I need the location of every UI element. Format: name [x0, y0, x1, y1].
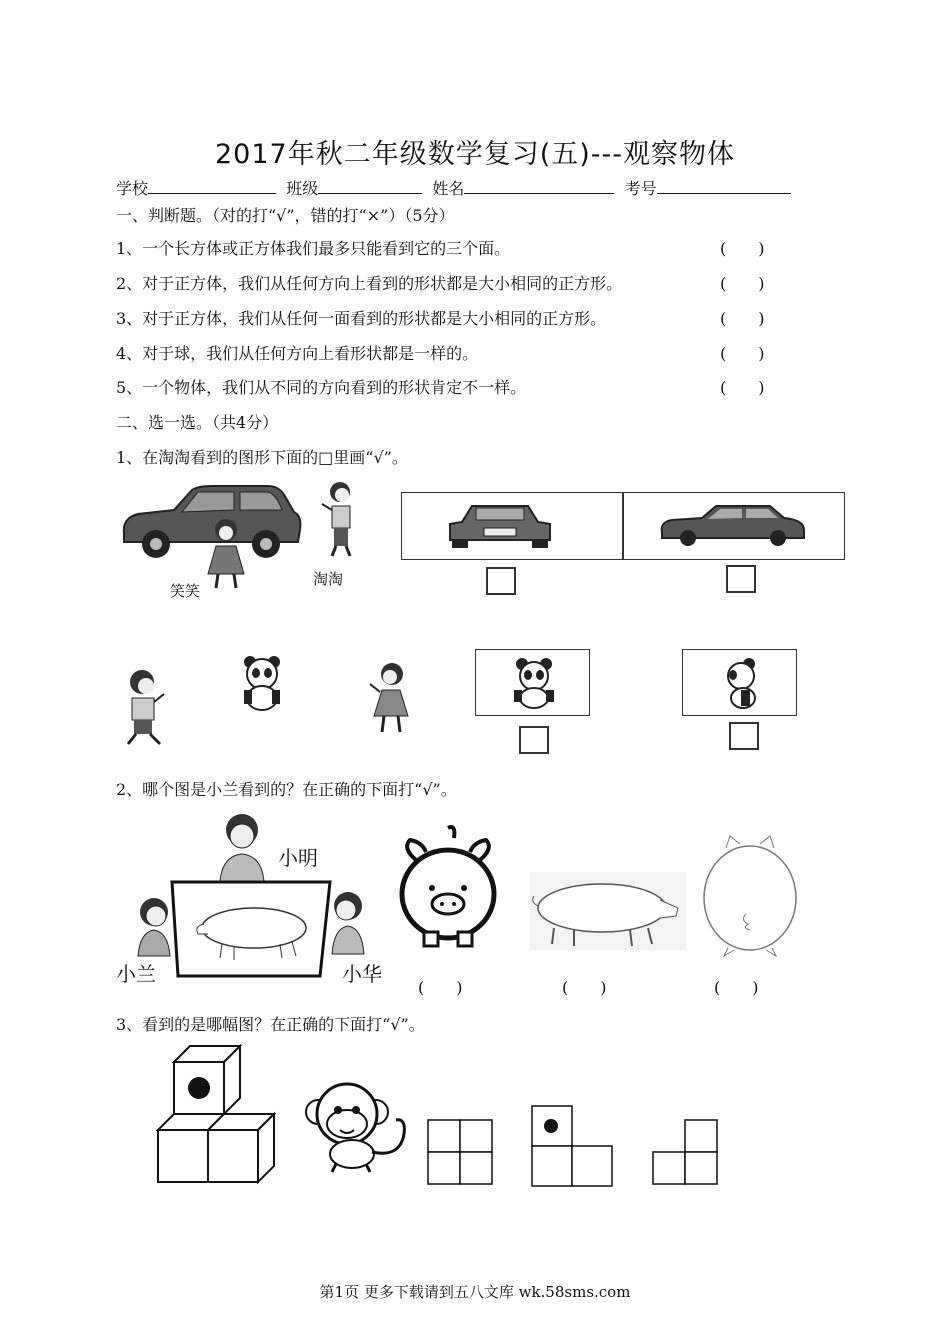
- judge-item-4: 4、对于球，我们从任何方向上看形状都是一样的。: [116, 344, 479, 363]
- cube-stack-illustration: [156, 1044, 292, 1186]
- judge-item-5: 5、一个物体，我们从不同的方向看到的形状肯定不一样。: [116, 378, 527, 397]
- boy-left-icon: [118, 668, 168, 748]
- section2-heading: 二、选一选。（共4分）: [116, 413, 279, 432]
- checkbox-car-side[interactable]: [726, 565, 756, 593]
- car-side-view-option[interactable]: [658, 502, 808, 546]
- exam-no-blank[interactable]: [657, 179, 791, 194]
- question-2-3: 3、看到的是哪幅图？在正确的下面打“√”。: [116, 1015, 425, 1034]
- view-option-right-l-shape[interactable]: [651, 1118, 721, 1188]
- question-2-2: 2、哪个图是小兰看到的？在正确的下面打“√”。: [116, 780, 457, 799]
- judge-item-3: 3、对于正方体，我们从任何一面看到的形状都是大小相同的正方形。: [116, 309, 607, 328]
- label-xiaoming: 小明: [278, 846, 318, 870]
- section1-heading: 一、判断题。（对的打“√”，错的打“×”）（5分）: [116, 206, 455, 225]
- answer-paren-3[interactable]: ( ): [720, 309, 765, 328]
- view-option-dot-l-shape[interactable]: [530, 1104, 614, 1188]
- label-xiaoxiao: 笑笑: [170, 582, 201, 600]
- boy-xiaoming-icon: [212, 812, 272, 882]
- panda-side-view-option: [721, 656, 761, 710]
- pig-front-view-option[interactable]: [398, 824, 498, 950]
- answer-paren-1[interactable]: ( ): [720, 239, 765, 258]
- girl-xiaolan-icon: [134, 896, 174, 956]
- header-fields: [116, 176, 791, 199]
- checkbox-car-front[interactable]: [486, 567, 516, 595]
- boy-taotao-icon: [318, 480, 360, 560]
- pig-side-paren[interactable]: ( ): [562, 978, 607, 997]
- panda-side-frame[interactable]: [682, 649, 797, 716]
- pig-side-view-option[interactable]: [530, 872, 686, 950]
- car-front-view-option[interactable]: [446, 502, 554, 550]
- view-option-square-grid[interactable]: [426, 1118, 496, 1188]
- school-label: 学校: [116, 179, 149, 198]
- pig-front-paren[interactable]: ( ): [418, 978, 463, 997]
- judge-item-1: 1、一个长方体或正方体我们最多只能看到它的三个面。: [116, 239, 511, 258]
- judge-item-2: 2、对于正方体，我们从任何方向上看到的形状都是大小相同的正方形。: [116, 274, 623, 293]
- page-title: 2017年秋二年级数学复习(五)---观察物体: [214, 139, 735, 170]
- label-taotao: 淘淘: [313, 570, 344, 588]
- panda-icon: [238, 654, 286, 710]
- pig-back-paren[interactable]: ( ): [714, 978, 759, 997]
- answer-paren-5[interactable]: ( ): [720, 378, 765, 397]
- question-2-1: 1、在淘淘看到的图形下面的□里画“√”。: [116, 448, 408, 467]
- monkey-icon: [300, 1082, 412, 1174]
- panda-front-view-option: [510, 656, 558, 710]
- school-blank[interactable]: [148, 179, 276, 194]
- answer-paren-2[interactable]: ( ): [720, 274, 765, 293]
- pig-back-view-option[interactable]: [700, 834, 800, 958]
- answer-paren-4[interactable]: ( ): [720, 344, 765, 363]
- table-with-pig: [168, 878, 338, 980]
- label-xiaolan: 小兰: [116, 962, 156, 986]
- label-xiaohua: 小华: [342, 962, 382, 986]
- checkbox-panda-side[interactable]: [729, 722, 759, 750]
- class-blank[interactable]: [318, 179, 422, 194]
- checkbox-panda-front[interactable]: [519, 726, 549, 754]
- boy-xiaohua-icon: [328, 890, 368, 954]
- girl-right-icon: [368, 662, 412, 736]
- panda-front-frame[interactable]: [475, 649, 590, 716]
- name-label: 姓名: [432, 179, 465, 198]
- class-label: 班级: [286, 179, 319, 198]
- page-footer: 第1页 更多下载请到五八文库 wk.58sms.com: [319, 1283, 631, 1301]
- exam-no-label: 考号: [624, 179, 657, 198]
- name-blank[interactable]: [464, 179, 614, 194]
- girl-xiaoxiao-icon: [204, 518, 248, 592]
